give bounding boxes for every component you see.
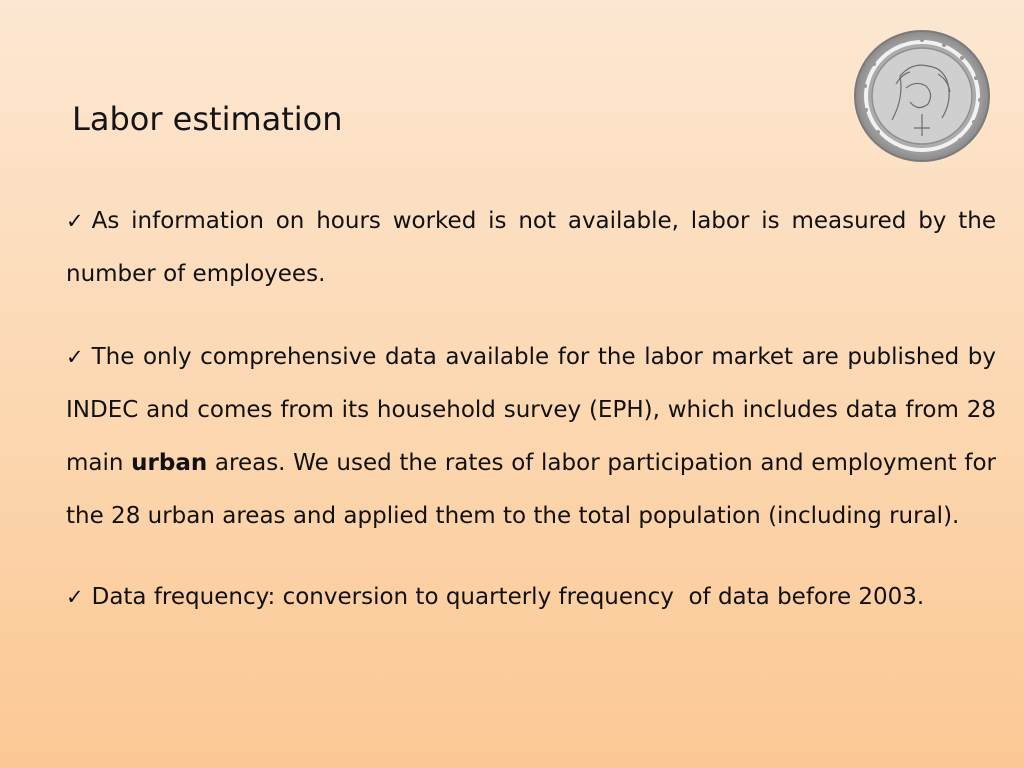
slide-title: Labor estimation	[72, 100, 343, 138]
bullet-text-part: The only comprehensive data available for the labor market are published by INDEC and comes from its household survey (EPH), which includes data from 28 main	[66, 344, 996, 476]
bullet-item	[66, 331, 996, 543]
checkmark-icon: ✓	[66, 585, 84, 609]
bullet-item	[66, 195, 996, 301]
checkmark-icon: ✓	[66, 345, 84, 369]
bullet-item	[66, 571, 996, 624]
bullet-list	[66, 195, 996, 654]
institutional-seal-icon	[852, 28, 992, 164]
bullet-text-part: areas. We used the rates of labor participation and employment for the 28 urban areas and applied them to the total population (including rural).	[66, 450, 996, 529]
bullet-text: As information on hours worked is not available, labor is measured by the number of employees.	[66, 208, 996, 287]
bullet-text: Data frequency: conversion to quarterly frequency of data before 2003.	[91, 584, 925, 610]
checkmark-icon: ✓	[66, 209, 84, 233]
bullet-bold-word: urban	[131, 450, 208, 476]
